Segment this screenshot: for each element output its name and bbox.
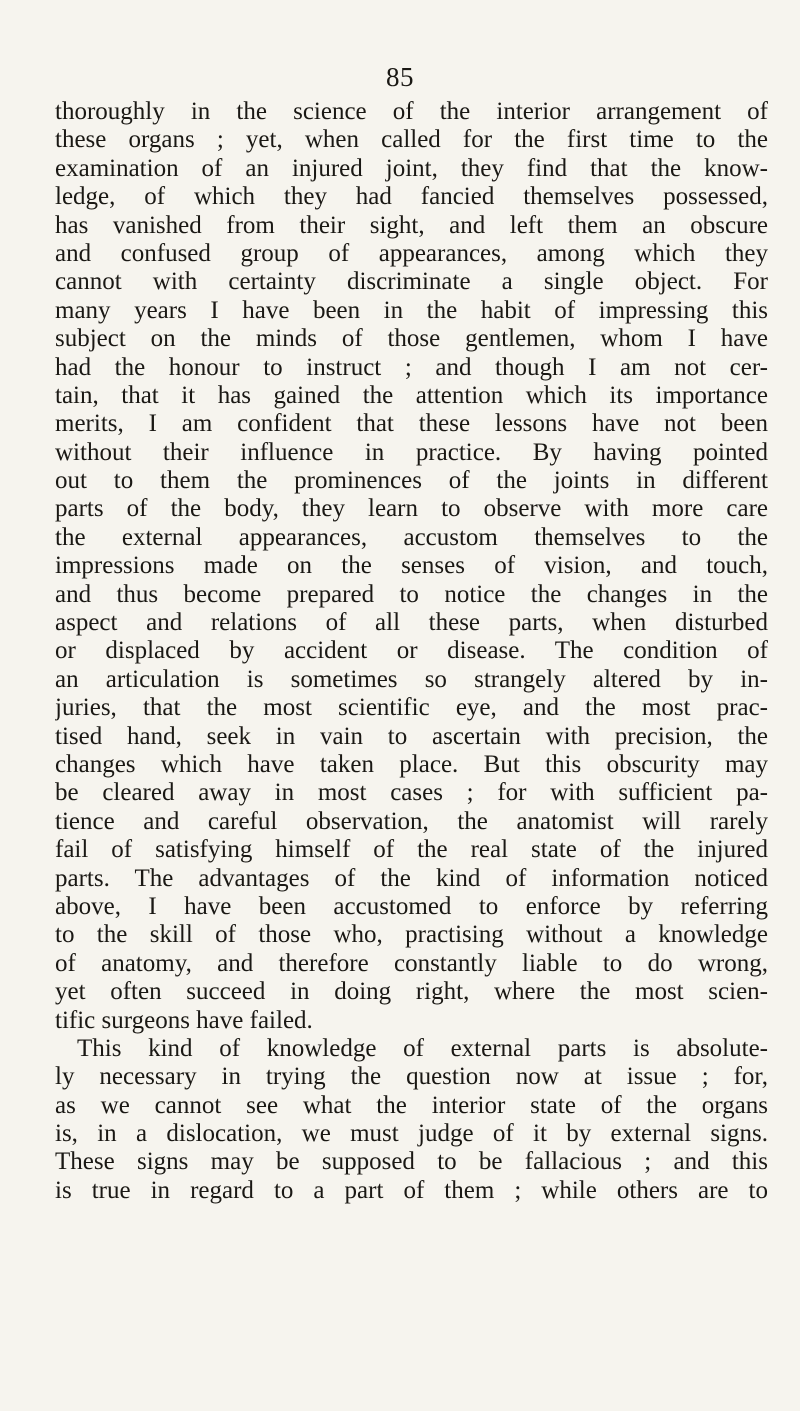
text-line: or displaced by accident or disease. The condition of bbox=[55, 637, 768, 665]
text-line: these organs ; yet, when called for the first time to the bbox=[55, 126, 768, 154]
text-line: ly necessary in trying the question now at issue ; for, bbox=[55, 1063, 768, 1091]
text-line: and thus become prepared to notice the changes in the bbox=[55, 580, 768, 608]
text-line: out to them the prominences of the joints in different bbox=[55, 467, 768, 495]
text-line: yet often succeed in doing right, where the most scien- bbox=[55, 978, 768, 1006]
text-line: is true in regard to a part of them ; while others are to bbox=[55, 1176, 768, 1204]
text-line: thoroughly in the science of the interior arrangement of bbox=[55, 98, 768, 125]
text-line: be cleared away in most cases ; for with sufficient pa- bbox=[55, 779, 768, 807]
text-line: of anatomy, and therefore constantly liable to do wrong, bbox=[55, 949, 768, 977]
text-line: juries, that the most scientific eye, and the most prac- bbox=[55, 694, 768, 722]
text-line: merits, I am confident that these lessons have not been bbox=[55, 410, 768, 438]
text-line: impressions made on the senses of vision, and touch, bbox=[55, 552, 768, 580]
text-line: as we cannot see what the interior state of the organs bbox=[55, 1091, 768, 1119]
text-line: examination of an injured joint, they find that the know- bbox=[55, 154, 768, 182]
text-line: and confused group of appearances, among which they bbox=[55, 239, 768, 267]
page-number: 85 bbox=[386, 62, 414, 92]
body-text bbox=[55, 98, 768, 1205]
text-line: tience and careful observation, the anatomist will rarely bbox=[55, 807, 768, 835]
text-line: aspect and relations of all these parts, when disturbed bbox=[55, 609, 768, 637]
text-line: parts. The advantages of the kind of information noticed bbox=[55, 864, 768, 892]
text-line: many years I have been in the habit of impressing this bbox=[55, 296, 768, 324]
text-line: subject on the minds of those gentlemen, whom I have bbox=[55, 325, 768, 353]
text-line: fail of satisfying himself of the real state of the injured bbox=[55, 836, 768, 864]
text-line: without their influence in practice. By having pointed bbox=[55, 438, 768, 466]
text-line: These signs may be supposed to be fallacious ; and this bbox=[55, 1148, 768, 1176]
text-line: an articulation is sometimes so strangely altered by in- bbox=[55, 665, 768, 693]
text-line: above, I have been accustomed to enforce by referring bbox=[55, 892, 768, 920]
text-line: tain, that it has gained the attention which its importance bbox=[55, 381, 768, 409]
text-line-paragraph-start: This kind of knowledge of external parts is absolute- bbox=[77, 1034, 768, 1062]
text-line: changes which have taken place. But this obscurity may bbox=[55, 750, 768, 778]
text-line: cannot with certainty discriminate a single object. For bbox=[55, 268, 768, 296]
text-line: is, in a dislocation, we must judge of it by external signs. bbox=[55, 1120, 768, 1148]
text-line: has vanished from their sight, and left them an obscure bbox=[55, 211, 768, 239]
text-line: the external appearances, accustom themselves to the bbox=[55, 523, 768, 551]
text-line: had the honour to instruct ; and though I am not cer- bbox=[55, 353, 768, 381]
text-line: tised hand, seek in vain to ascertain with precision, the bbox=[55, 722, 768, 750]
text-line: ledge, of which they had fancied themselves possessed, bbox=[55, 183, 768, 211]
text-line: to the skill of those who, practising without a knowledge bbox=[55, 921, 768, 949]
text-line-paragraph-end: tific surgeons have failed. bbox=[55, 1006, 313, 1034]
text-line: parts of the body, they learn to observe with more care bbox=[55, 495, 768, 523]
